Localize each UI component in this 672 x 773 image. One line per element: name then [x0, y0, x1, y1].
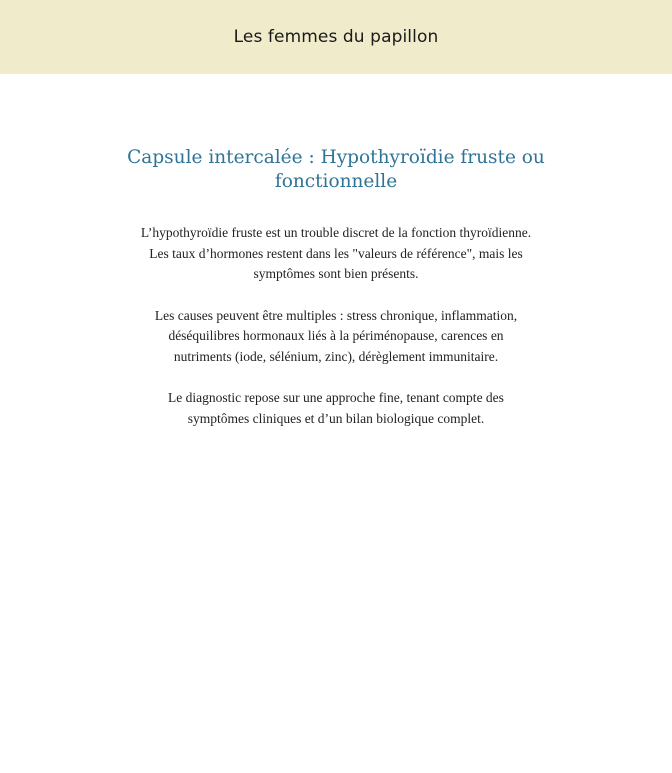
article-content — [0, 74, 672, 429]
article-paragraph-causes: Les causes peuvent être multiples : stress chronique, inflammation, déséquilibres hormonaux liés à la périménopause, carences en nutriments (iode, sélénium, zinc), dérèglement immunitaire. — [154, 307, 518, 364]
article-paragraph-diagnosis: Le diagnostic repose sur une approche fine, tenant compte des symptômes cliniques et d’un bilan biologique complet. — [168, 390, 504, 426]
site-header-banner — [0, 0, 672, 74]
article-paragraph-definition: L’hypothyroïdie fruste est un trouble discret de la fonction thyroïdienne. Les taux d’hormones restent dans les "valeurs de référence", mais les symptômes sont bien présents. — [140, 225, 532, 281]
article-title: Capsule intercalée : Hypothyroïdie fruste ou fonctionnelle — [127, 147, 545, 192]
site-title[interactable]: Les femmes du papillon — [233, 26, 439, 47]
